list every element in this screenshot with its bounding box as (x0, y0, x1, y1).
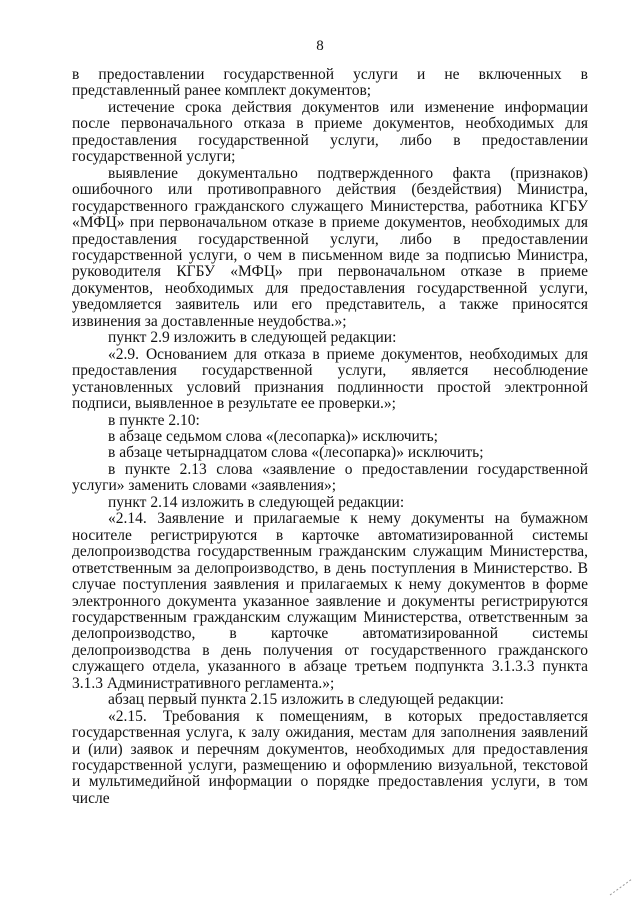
paragraph-7: в абзаце седьмом слова «(лесопарка)» исключить; (108, 427, 438, 445)
paragraph-10: пункт 2.14 изложить в следующей редакции: (108, 493, 405, 511)
paragraph-9: в пункте 2.13 слова «заявление о предоставлении государственной услуги» заменить словами «заявления»; (72, 460, 588, 495)
paragraph-8: в абзаце четырнадцатом слова «(лесопарка)» исключить; (108, 444, 484, 462)
paragraph-3: выявление документально подтвержденного факта (признаков) ошибочного или противоправного действия (бездействия) Министра, государственного гражданского служащего Министерства, работника КГБУ «МФЦ» при первоначальном отказе в приеме документов, необходимых для предоставления государственной услуги, либо в предоставлении государственной услуги, о чем в письменном виде за подписью Министра, руководителя КГБУ «МФЦ» при первоначальном отказе в приеме документов, необходимых для предоставления государственной услуги, уведомляется заявитель или его представитель, а также приносятся извинения за доставленные неудобства.»; (72, 164, 588, 330)
paragraph-1: в предоставлении государственной услуги и не включенных в представленный ранее комплект документов; (72, 66, 588, 100)
paragraph-13: «2.15. Требования к помещениям, в которых предоставляется государственная услуга, к залу ожидания, местам для заполнения заявлений и (или) заявок и перечням документов, необходимых для предоставления государственной услуги, размещению и оформлению визуальной, текстовой и мультимедийной информации о порядке предоставления услуги, в том числе (72, 707, 588, 807)
page-number: 8 (316, 38, 324, 54)
scan-artifact-mark (608, 877, 634, 897)
paragraph-4: пункт 2.9 изложить в следующей редакции: (108, 329, 397, 347)
paragraph-12: абзац первый пункта 2.15 изложить в следующей редакции: (108, 691, 504, 709)
paragraph-11: «2.14. Заявление и прилагаемые к нему документы на бумажном носителе регистрируются в карточке автоматизированной системы делопроизводства государственным гражданским служащим Министерства, ответственным за делопроизводство, в день поступления в Министерство. В случае поступления заявления и прилагаемых к нему документов в форме электронного документа указанное заявление и документы регистрируются государственным гражданским служащим Министерства, ответственным за делопроизводство, в карточке автоматизированной системы делопроизводства в день получения от государственного гражданского служащего отдела, указанного в абзаце третьем подпункта 3.1.3.3 пункта 3.1.3 Административного регламента.»; (72, 510, 588, 692)
document-body (72, 67, 588, 807)
paragraph-2: истечение срока действия документов или изменение информации после первоначального отказа в приеме документов, необходимых для предоставления государственной услуги, либо в предоставлении государственной услуги; (72, 98, 588, 166)
paragraph-6: в пункте 2.10: (108, 411, 200, 429)
paragraph-5: «2.9. Основанием для отказа в приеме документов, необходимых для предоставления государственной услуги, является несоблюдение установленных условий признания подлинности простой электронной подписи, выявленное в результате ее проверки.»; (72, 345, 588, 413)
